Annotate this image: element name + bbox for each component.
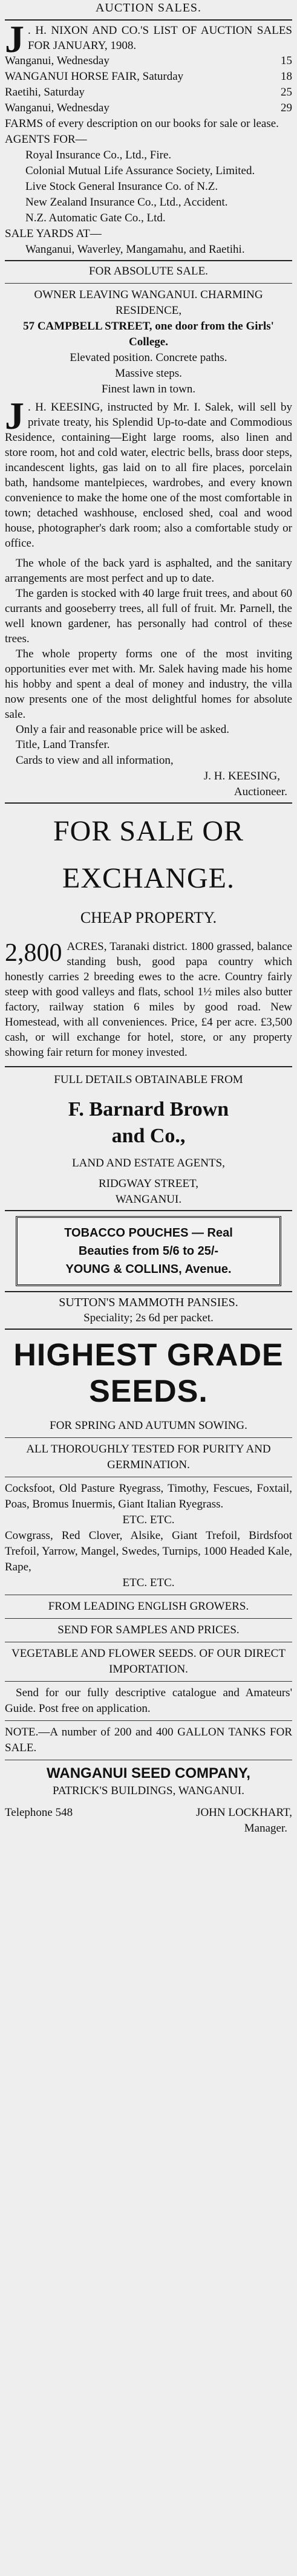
garden-paragraph: The garden is stocked with 40 large fruit trees, and about 60 currants and gooseberry trees, all full of fruit. Mr. Parnell, the well known gardener, has personally had control of these trees. (5, 587, 292, 645)
tobacco-advert (16, 1216, 281, 1286)
price-paragraph: Only a fair and reasonable price will be asked. (16, 723, 229, 736)
exchange-advert (5, 813, 292, 1060)
send-line: SEND FOR SAMPLES AND PRICES. (57, 1624, 240, 1636)
cheap-property: CHEAP PROPERTY. (80, 909, 217, 926)
title-line: Title, Land Transfer. (16, 738, 110, 751)
sowing-line: FOR SPRING AND AUTUMN SOWING. (50, 1419, 247, 1432)
divider (5, 260, 292, 261)
divider (5, 1437, 292, 1438)
sale-yards-heading: SALE YARDS AT— (5, 227, 102, 240)
agent-item: N.Z. Automatic Gate Co., Ltd. (25, 212, 166, 224)
seeds-heading-line1: HIGHEST GRADE (13, 1338, 284, 1373)
farms-text: FARMS of every description on our books for sale or lease. (5, 117, 279, 130)
agent-item: Colonial Mutual Life Assurance Society, Limited. (25, 164, 255, 177)
manager-role: Manager. (244, 1822, 287, 1835)
divider (5, 283, 292, 284)
feature-line: Massive steps. (115, 367, 182, 380)
seed-company-advert (5, 1337, 292, 1836)
firm-street: RIDGWAY STREET, (98, 1177, 199, 1190)
contact-row (5, 1805, 292, 1821)
divider (5, 1066, 292, 1067)
owner-heading: OWNER LEAVING WANGANUI. CHARMING RESIDENCE, (34, 288, 263, 317)
absolute-heading: FOR ABSOLUTE SALE. (89, 265, 208, 278)
property-description: ACRES, Taranaki district. 1800 grassed, balance standing bush, good papa country which honestly carries 2 breeding ewes to the acre. Country fairly steep with good valleys and flats, school 1½ miles also butter factory, railway station 6 miles by good road. New Homestead, with all conveniences. Price, £4 per acre. £3,500 cash, or will exchange for hotel, store, or any property showing fair return for money invested. (5, 940, 292, 1059)
vegetable-line: VEGETABLE AND FLOWER SEEDS. OF OUR DIRECT IMPORTATION. (11, 1647, 286, 1676)
manager-name: JOHN LOCKHART, (196, 1806, 292, 1819)
company-building: PATRICK'S BUILDINGS, WANGANUI. (53, 1784, 244, 1797)
full-details: FULL DETAILS OBTAINABLE FROM (54, 1073, 243, 1086)
feature-line: Finest lawn in town. (101, 383, 196, 395)
etc-line: ETC. ETC. (122, 1514, 175, 1526)
exchange-heading-line2: EXCHANGE. (62, 862, 235, 894)
divider (5, 1291, 292, 1292)
clovers-list: Cowgrass, Red Clover, Alsike, Giant Trefoil, Birdsfoot Trefoil, Yarrow, Mangel, Swedes, Turnips, 1000 Headed Kale, Rape, (5, 1529, 292, 1573)
sale-row: WANGANUI HORSE FAIR, Saturday 18 (5, 70, 292, 83)
sale-row: Wanganui, Wednesday 29 (5, 102, 292, 114)
agents-heading: AGENTS FOR— (5, 133, 87, 146)
divider (5, 1618, 292, 1619)
section-header: AUCTION SALES. (95, 1, 202, 15)
agent-item: New Zealand Insurance Co., Ltd., Accident. (25, 196, 228, 209)
tobacco-line1: TOBACCO POUCHES — Real (64, 1226, 233, 1240)
cards-line: Cards to view and all information, (16, 754, 174, 767)
divider (5, 1681, 292, 1682)
residence-description: . H. KEESING, instructed by Mr. I. Salek, will sell by private treaty, his Splendid Up-to-date and Commodious Residence, containing—Eight large rooms, also linen and store room, hot and cold water, electric bells, brass door steps, incandescent lights, gas laid on to all fire places, porcelain bath, handsome mantelpieces, wardrobes, and every known convenience to make the home one of the most comfortable in town; detached washhouse, enclosed shed, coal and wood house, photographer's dark room; also a comfortable study or office. (5, 401, 292, 550)
tobacco-line3: YOUNG & COLLINS, Avenue. (65, 1263, 232, 1276)
sutton-price: Speciality; 2s 6d per packet. (83, 1312, 214, 1324)
sale-row: Raetihi, Saturday 25 (5, 86, 292, 99)
address: 57 CAMPBELL STREET, one door from the Girls' College. (23, 320, 274, 348)
brown-advert (5, 1072, 292, 1208)
etc-line: ETC. ETC. (122, 1576, 175, 1589)
sale-yards-list: Wanganui, Waverley, Mangamahu, and Raetihi. (25, 243, 245, 256)
telephone: Telephone 548 (5, 1806, 73, 1819)
nixon-heading: . H. NIXON AND CO.'S LIST OF AUCTION SALES FOR JANUARY, 1908. (28, 24, 292, 52)
growers-line: FROM LEADING ENGLISH GROWERS. (48, 1600, 249, 1613)
nixon-advert (5, 18, 292, 258)
divider (5, 1210, 292, 1211)
grasses-list: Cocksfoot, Old Pasture Ryegrass, Timothy, Fescues, Foxtail, Poas, Bromus Inuermis, Giant Italian Ryegrass. (5, 1482, 292, 1511)
newspaper-page (5, 0, 292, 2576)
divider (5, 802, 292, 804)
seeds-heading-line2: SEEDS. (89, 1374, 208, 1409)
company-name: WANGANUI SEED COMPANY, (47, 1765, 250, 1781)
agent-item: Royal Insurance Co., Ltd., Fire. (25, 149, 172, 161)
firm-name-line2: and Co., (111, 1125, 186, 1147)
property-paragraph: The whole property forms one of the most inviting opportunities ever met with. Mr. Salek having made his home his hobby and spent a deal of money and industry, the villa now presents one of the most delightful homes for absolute sale. (5, 648, 292, 721)
divider (5, 19, 292, 21)
firm-name-line1: F. Barnard Brown (68, 1098, 229, 1120)
exchange-heading-line1: FOR SALE OR (53, 815, 244, 847)
drop-cap: J (5, 394, 24, 437)
divider (5, 1329, 292, 1330)
tobacco-line2: Beauties from 5/6 to 25/- (78, 1244, 219, 1258)
absolute-sale-advert (5, 264, 292, 800)
firm-agents: LAND AND ESTATE AGENTS, (72, 1157, 225, 1169)
feature-line: Elevated position. Concrete paths. (70, 351, 227, 364)
divider (5, 1720, 292, 1721)
sale-list (5, 53, 292, 116)
agent-item: Live Stock General Insurance Co. of N.Z. (25, 180, 218, 193)
sutton-heading: SUTTON'S MAMMOTH PANSIES. (59, 1296, 238, 1309)
firm-town: WANGANUI. (115, 1193, 182, 1206)
drop-cap: J (5, 18, 24, 60)
signer-name: J. H. KEESING, (203, 770, 280, 782)
tanks-note: NOTE.—A number of 200 and 400 GALLON TANKS FOR SALE. (5, 1726, 292, 1754)
acres-number: 2,800 (5, 939, 62, 967)
yard-paragraph: The whole of the back yard is asphalted, and the sanitary arrangements are most perfect and up to date. (5, 557, 292, 585)
signer-role: Auctioneer. (233, 785, 287, 798)
catalogue-line: Send for our fully descriptive catalogue and Amateurs' Guide. Post free on application. (5, 1686, 292, 1715)
sale-row: Wanganui, Wednesday 15 (5, 54, 292, 67)
sutton-advert (5, 1295, 292, 1326)
tested-line: ALL THOROUGHLY TESTED FOR PURITY AND GERMINATION. (26, 1443, 271, 1471)
